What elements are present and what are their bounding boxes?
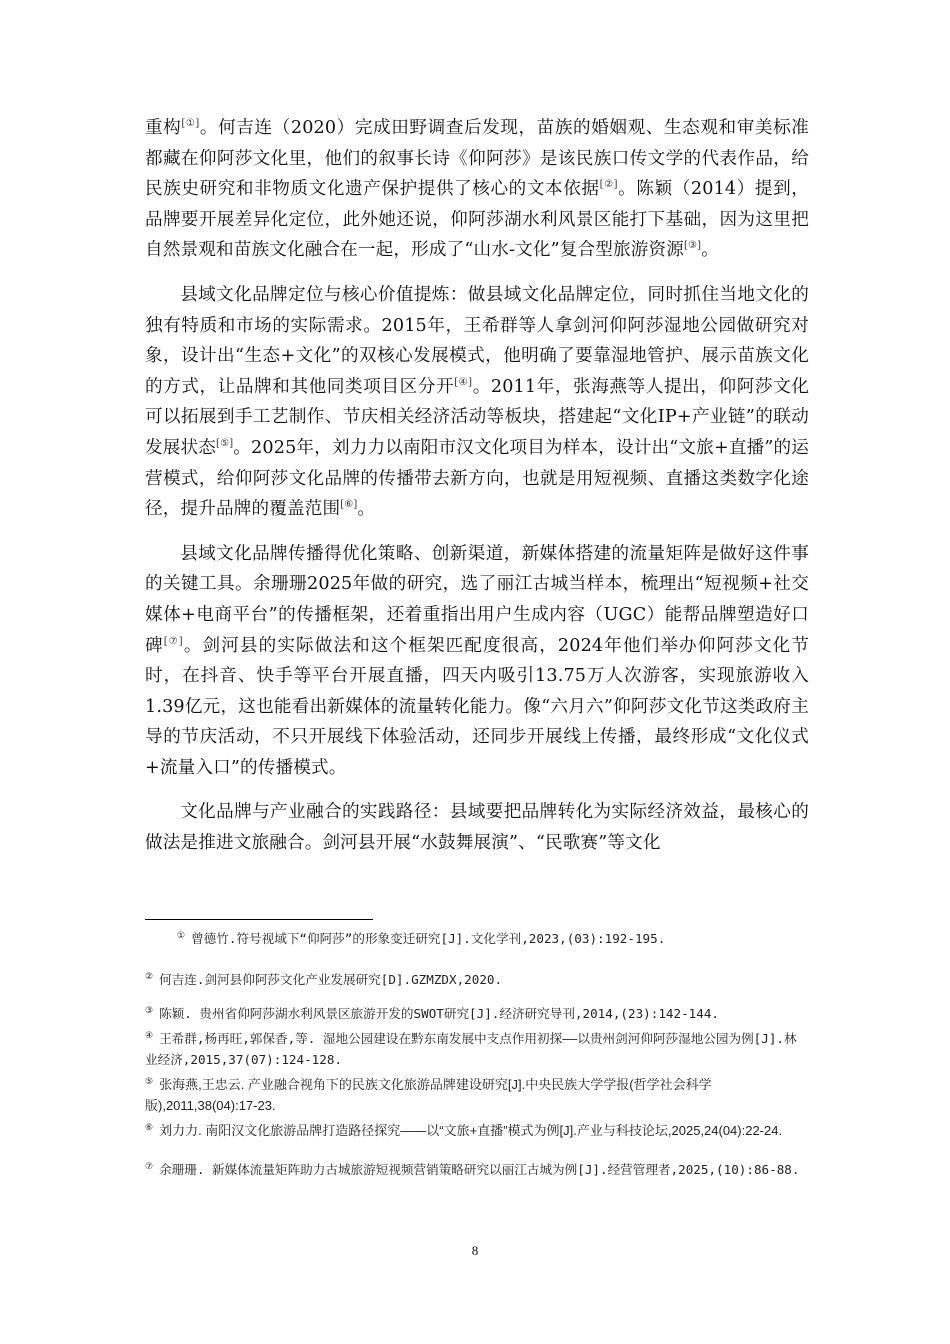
footnote-2 [145,967,809,990]
citation-ref: [①] [181,118,200,129]
footnote-3 [145,1001,809,1024]
citation-ref: [⑥] [340,499,358,511]
paragraph-4 [145,797,809,858]
footnote-mark: ② [145,972,154,982]
text-run: 。2011年，张海燕等人提出，仰阿莎文化可以拓展到手工艺制作、节庆相关经济活动等板块，搭建起“文化IP+产业链”的联动发展状态 [145,376,810,458]
text-run: 。 [701,240,719,261]
footnote-mark: ⑤ [145,1077,154,1087]
footnote-separator [145,919,373,920]
footnote-text: 王希群,杨再旺,郭保香,等. 湿地公园建设在黔东南发展中支点作用初探——以贵州剑河仰阿莎湿地公园为例[J].林业经济,2015,37(07):124-128. [145,1031,797,1067]
body-text [145,113,809,873]
footnote-text: 刘力力. 南阳汉文化旅游品牌打造路径探究——以“文旅+直播”模式为例[J].产业与科技论坛,2025,24(04):22-24. [159,1123,783,1138]
footnote-mark: ③ [145,1006,154,1016]
citation-ref: [⑦] [163,635,183,647]
text-run: 。 [357,499,376,520]
citation-ref: [④] [454,376,473,388]
footnote-6 [145,1118,809,1141]
footnote-mark: ④ [145,1031,154,1041]
footnote-text: 何吉连.剑河县仰阿莎文化产业发展研究[D].GZMZDX,2020. [159,972,503,987]
paragraph-1 [145,113,809,266]
text-run: 重构 [145,118,182,138]
text-run: 。陈颖（2014）提到，品牌要开展差异化定位，此外她还说，仰阿莎湖水利风景区能打下基础，因为这里把自然景观和苗族文化融合在一起，形成了“山水-文化”复合型旅游资源 [145,179,810,261]
footnote-mark: ⑦ [145,1162,154,1172]
text-run: 文化品牌与产业融合的实践路径：县域要把品牌转化为实际经济效益，最核心的做法是推进文旅融合。剑河县开展“水鼓舞展演”、“民歌赛”等文化 [145,802,809,854]
page-number: 8 [471,1243,479,1258]
footnote-1 [145,926,809,949]
text-run: 。何吉连（2020）完成田野调查后发现，苗族的婚姻观、生态观和审美标准都藏在仰阿莎文化里，他们的叙事长诗《仰阿莎》是该民族口传文学的代表作品，给民族史研究和非物质文化遗产保护提供了核心的文本依据 [145,118,810,200]
text-run: 。剑河县的实际做法和这个框架匹配度很高，2024年他们举办仰阿莎文化节时，在抖音、快手等平台开展直播，四天内吸引13.75万人次游客，实现旅游收入1.39亿元，这也能看出新媒体的流量转化能力。像“六月六”仰阿莎文化节这类政府主导的节庆活动，不只开展线下体验活动，还同步开展线上传播，最终形成“文化仪式+流量入口”的传播模式。 [145,635,810,778]
footnotes [145,926,809,1180]
text-run: 县域文化品牌传播得优化策略、创新渠道，新媒体搭建的流量矩阵是做好这件事的关键工具。余珊珊2025年做的研究，选了丽江古城当样本，梳理出“短视频+社交媒体+电商平台”的传播框架，还着重指出用户生成内容（UGC）能帮品牌塑造好口碑 [145,543,809,656]
footnote-text: 曾德竹.符号视域下“仰阿莎”的形象变迁研究[J].文化学刊,2023,(03):192-195. [191,931,666,946]
text-run: 县域文化品牌定位与核心价值提炼：做县域文化品牌定位，同时抓住当地文化的独有特质和市场的实际需求。2015年，王希群等人拿剑河仰阿莎湿地公园做研究对象，设计出“生态+文化”的双核心发展模式，他明确了要靠湿地管护、展示苗族文化的方式，让品牌和其他同类项目区分开 [145,284,809,397]
footnote-7 [145,1157,809,1180]
footnote-text: 陈颖. 贵州省仰阿莎湖水利风景区旅游开发的SWOT研究[J].经济研究导刊,2014,(23):142-144. [159,1006,719,1021]
footnote-mark: ⑥ [145,1123,154,1133]
citation-ref: [③] [683,240,702,252]
citation-ref: [⑤] [216,437,234,449]
paragraph-3 [145,539,809,784]
footnote-text: 余珊珊. 新媒体流量矩阵助力古城旅游短视频营销策略研究以丽江古城为例[J].经营管理者,2025,(10):86-88. [159,1162,800,1177]
footnote-5 [145,1072,809,1116]
text-run: 。2025年，刘力力以南阳市汉文化项目为样本，设计出“文旅+直播”的运营模式，给仰阿莎文化品牌的传播带去新方向，也就是用短视频、直播这类数字化途径，提升品牌的覆盖范围 [145,437,810,520]
citation-ref: [②] [599,179,618,191]
footnote-4 [145,1026,809,1070]
paragraph-2 [145,280,809,525]
footnote-mark: ① [177,931,186,941]
footnote-text: 张海燕,王忠云. 产业融合视角下的民族文化旅游品牌建设研究[J].中央民族大学学报(哲学社会科学版),2011,38(04):17-23. [145,1077,712,1113]
